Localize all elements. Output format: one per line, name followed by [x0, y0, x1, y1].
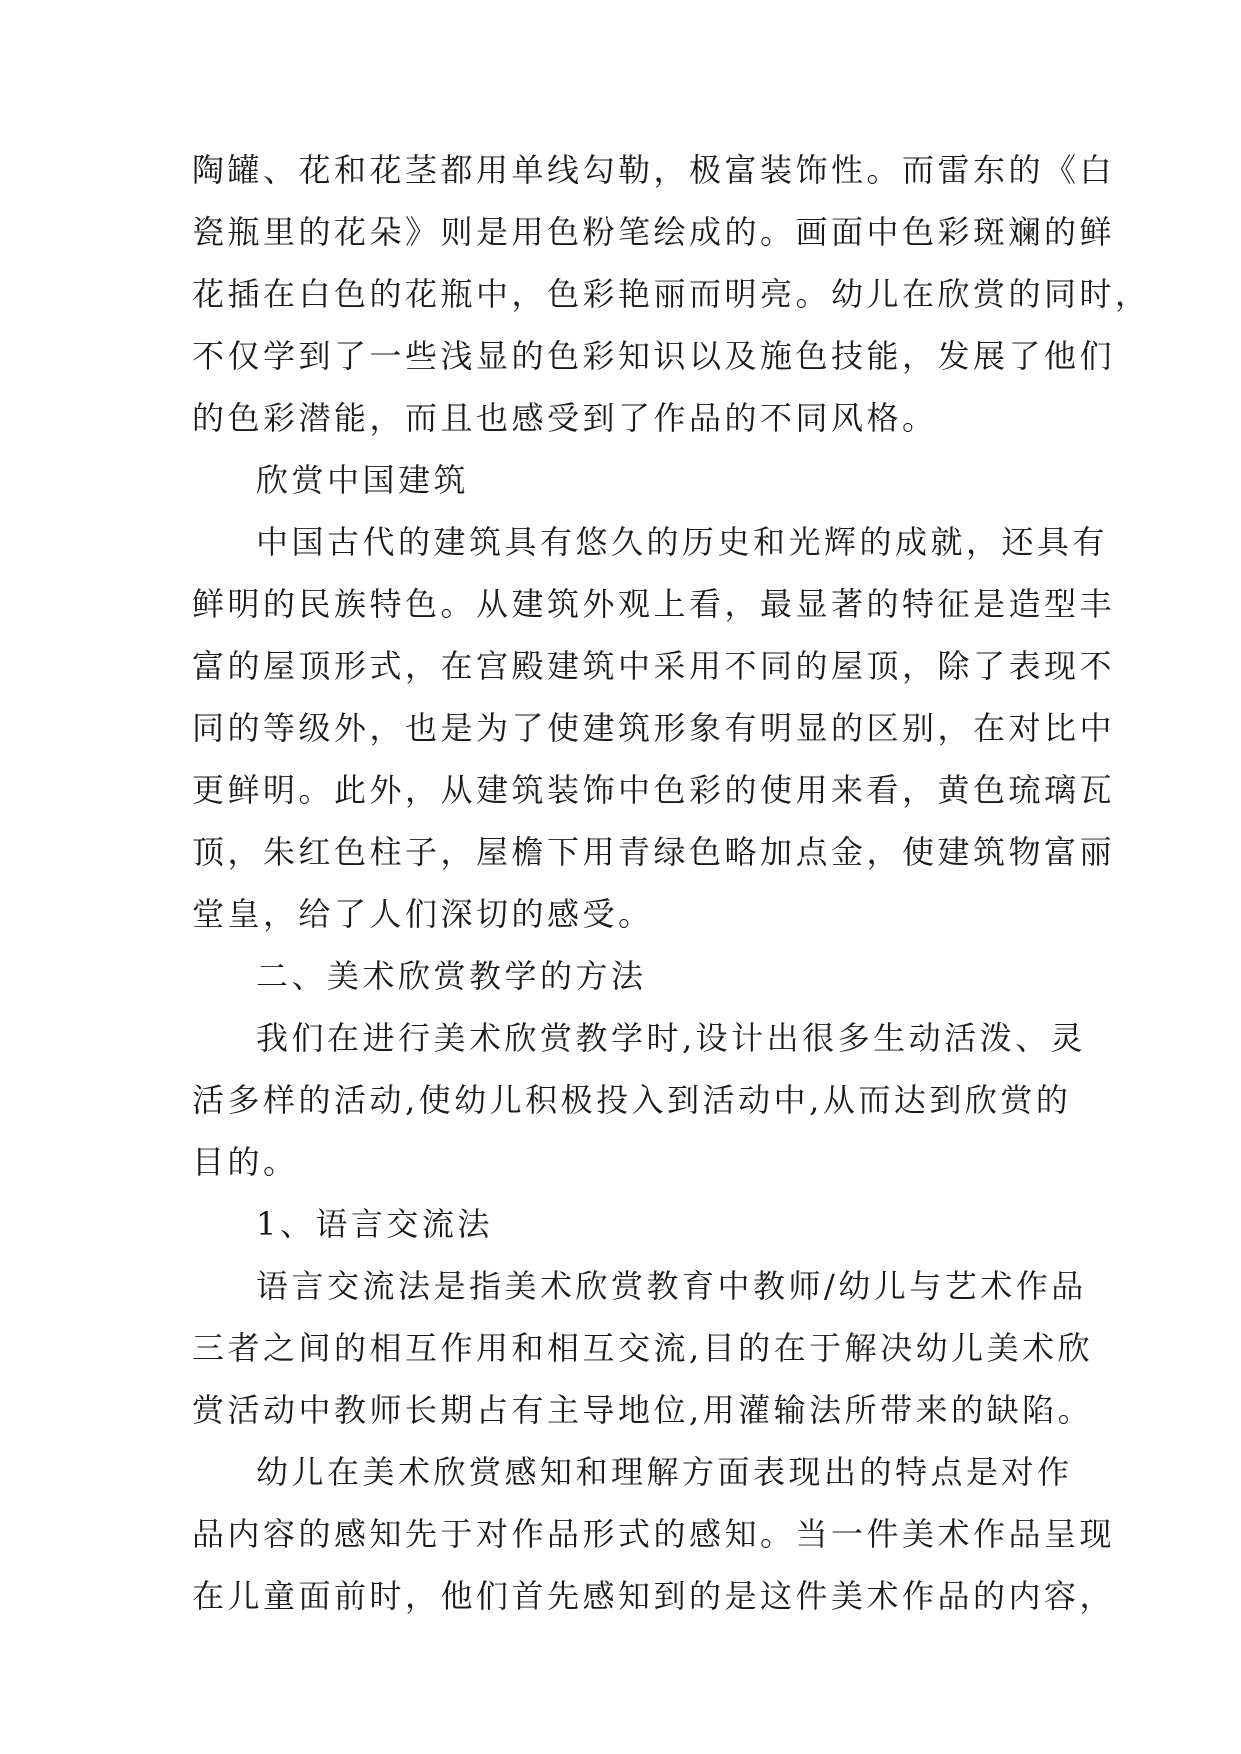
text-line: 花插在白色的花瓶中，色彩艳丽而明亮。幼儿在欣赏的同时，: [192, 275, 1151, 313]
text-line: 我们在进行美术欣赏教学时,设计出很多生动活泼、灵: [256, 1019, 1087, 1057]
text-line: 品内容的感知先于对作品形式的感知。当一件美术作品呈现: [192, 1515, 1116, 1553]
section-heading: 欣赏中国建筑: [256, 461, 470, 499]
text-line: 富的屋顶形式，在宫殿建筑中采用不同的屋顶，除了表现不: [192, 647, 1116, 685]
text-line: 陶罐、花和花茎都用单线勾勒，极富装饰性。而雷东的《白: [192, 151, 1116, 189]
text-line: 在儿童面前时，他们首先感知到的是这件美术作品的内容，: [192, 1577, 1116, 1615]
text-line: 的色彩潜能，而且也感受到了作品的不同风格。: [192, 399, 938, 437]
text-line: 三者之间的相互作用和相互交流,目的在于解决幼儿美术欣: [192, 1329, 1094, 1367]
section-heading: 二、美术欣赏教学的方法: [256, 957, 647, 995]
text-line: 更鲜明。此外，从建筑装饰中色彩的使用来看，黄色琉璃瓦: [192, 771, 1116, 809]
text-line: 瓷瓶里的花朵》则是用色粉笔绘成的。画面中色彩斑斓的鲜: [192, 213, 1116, 251]
text-line: 目的。: [192, 1143, 299, 1181]
text-line: 同的等级外，也是为了使建筑形象有明显的区别，在对比中: [192, 709, 1116, 747]
text-line: 顶，朱红色柱子，屋檐下用青绿色略加点金，使建筑物富丽: [192, 833, 1116, 871]
text-line: 语言交流法是指美术欣赏教育中教师/幼儿与艺术作品: [256, 1267, 1087, 1305]
text-line: 堂皇，给了人们深切的感受。: [192, 895, 654, 933]
text-line: 赏活动中教师长期占有主导地位,用灌输法所带来的缺陷。: [192, 1391, 1094, 1429]
section-heading: 1、语言交流法: [256, 1205, 493, 1243]
text-line: 中国古代的建筑具有悠久的历史和光辉的成就，还具有: [256, 523, 1109, 561]
text-line: 活多样的活动,使幼儿积极投入到活动中,从而达到欣赏的: [192, 1081, 1072, 1119]
text-line: 不仅学到了一些浅显的色彩知识以及施色技能，发展了他们: [192, 337, 1116, 375]
text-line: 幼儿在美术欣赏感知和理解方面表现出的特点是对作: [256, 1453, 1073, 1491]
text-line: 鲜明的民族特色。从建筑外观上看，最显著的特征是造型丰: [192, 585, 1116, 623]
